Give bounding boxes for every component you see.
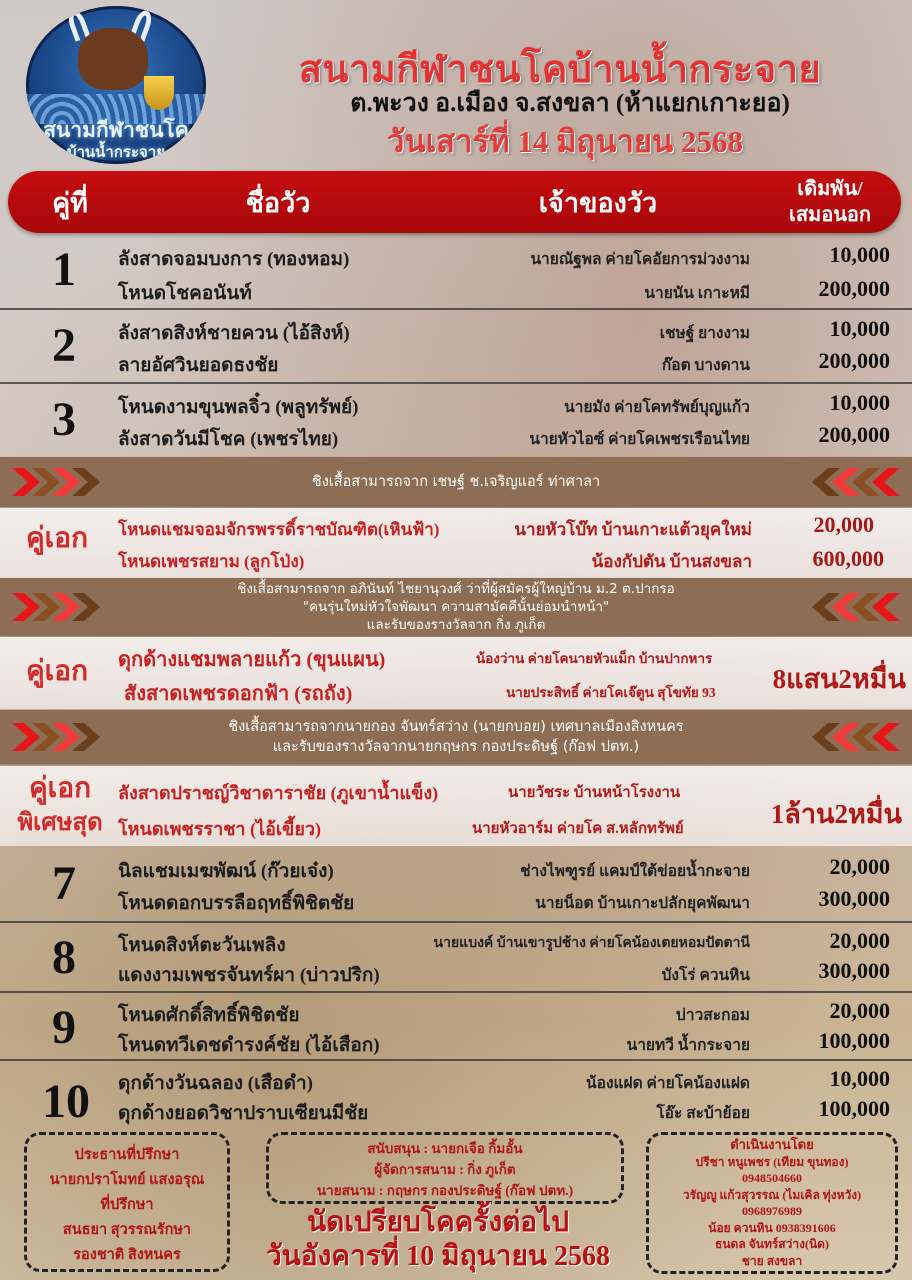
cow-entry [118,316,890,346]
advisor-name: สนธยา สุวรรณรักษา [62,1222,192,1238]
cow-entry [118,958,890,988]
match-row [0,1062,912,1126]
cow-owner: นายหัวไอซ์ ค่ายโคเพชรเรือนไทย [529,431,750,448]
cow-owner: นายหัวโบ๊ท บ้านเกาะแต้วยุคใหม่ [514,520,752,539]
chevron-right-icon [12,589,108,625]
feature-match [0,637,912,709]
row-divider [0,308,912,310]
organizers-box [646,1132,898,1274]
match-number: 10 [42,1075,90,1128]
cow-name: โหนดแชมจอมจักรพรรดิ์ราชบัณฑิต(เหินฟ้า) [118,520,440,539]
cow-owner: น้องแฝด ค่ายโคน้องแฝด [586,1075,750,1092]
organizer-name: ชาย สงขลา [741,1253,803,1268]
feature-match [0,766,912,846]
feature-match [0,508,912,578]
feature-tag-special: พิเศษสุด [17,810,103,836]
chevron-left-icon [804,589,900,625]
column-header-owner: เจ้าของวัว [538,187,658,218]
cow-name: ลังสาดปราชญ์วิชาดาราชัย (ภูเขาน้ำแข็ง) [118,783,439,803]
cow-name: ลังสาดวันมีโชค (เพชรไทย) [118,429,339,450]
match-number: 9 [52,1001,76,1054]
feature-tag: คู่เอก [28,773,92,804]
cow-name: ดุกด้างวันฉลอง (เสือดำ) [118,1073,313,1094]
cow-name: โหนดโชคอนันท์ [118,283,252,304]
feature-tag: คู่เอก [25,523,89,554]
row-divider [0,1059,912,1061]
bull-icon [78,28,148,90]
banner-text: "คนรุ่นใหม่หัวใจพัฒนา ความสามัคคีนั้นย่อมนำหน้า" [302,599,610,615]
location-text: ต.พะวง อ.เมือง จ.สงขลา (ห้าแยกเกาะยอ) [350,90,790,117]
column-header-pair: คู่ที่ [52,187,88,218]
cow-entry [118,276,890,306]
bet-amount: 200,000 [818,276,890,301]
column-header-bet [768,171,892,233]
banner-text: และรับของรางวัลจากนายกฤษกร กองประดิษฐ์ (ก๊อฟ ปตท.) [272,739,640,755]
chevron-right-icon [12,719,108,755]
trophy-icon [144,76,174,110]
cow-owner: บ่าวสะกอม [676,1007,750,1024]
organizer-phone: 0968976989 [742,1204,802,1218]
match-row [0,994,912,1058]
cow-owner: นายน็อต บ้านเกาะปลักยุคพัฒนา [535,895,750,912]
bet-amount: 20,000 [829,998,890,1023]
cow-owner: น้องว่าน ค่ายโคนายหัวแม็ก บ้านปากหาร [476,651,713,666]
organizer-title: ดำเนินงานโดย [730,1137,814,1152]
cow-name: โหนดเพชรสยาม (ลูกโป่ง) [118,552,305,571]
cow-name: โหนดเพชรราชา (ไอ้เขี้ยว) [118,819,321,839]
match-row [0,238,912,308]
cow-name: โหนดสิงห์ตะวันเพลิง [118,935,286,956]
match-row [0,386,912,456]
cow-owner: น้องกัปตัน บ้านสงขลา [591,552,752,571]
stadium-logo [26,6,206,164]
cow-entry [118,1028,890,1058]
bet-amount: 100,000 [818,1096,890,1121]
cow-entry [118,422,890,452]
next-event-title: นัดเปรียบโคครั้งต่อไป [307,1207,569,1238]
next-event [236,1206,640,1274]
cow-owner: นายนัน เกาะหมี [644,285,750,302]
cow-entry [118,1066,890,1096]
column-header-bet-line1: เดิมพัน/ [797,178,863,200]
advisor-name: รองชาติ สิงหนคร [73,1247,181,1263]
organizer-name-phone: น้อย ควนหิน 0938391606 [708,1220,836,1235]
table-header [8,171,901,233]
bet-amount: 200,000 [818,422,890,447]
cow-name: ดุกด้างแชมพลายแก้ว (ขุนแผน) [118,649,386,671]
organizer-phone: 0948504660 [742,1171,802,1185]
cow-entry [118,998,890,1028]
cow-owner: ช่างไพฑูรย์ แคมป์ใต้ข่อยน้ำกะจาย [520,863,750,880]
advisor-name: นายกปราโมทย์ แสงอรุณ [49,1172,205,1188]
logo-text-line1: สนามกีฬาชนโค [43,118,189,142]
supporter-line: สนับสนุน : นายกเจือ กิ้มอั้น [367,1141,523,1156]
match-row [0,850,912,920]
owner-line: นายสนาม : กฤษกร กองประดิษฐ์ (ก๊อฟ ปตท.) [316,1183,574,1198]
column-header-bet-line2: เสมอนอก [788,204,872,226]
cow-entry [118,348,890,378]
cow-owner: เชษฐ์ ยางงาม [659,325,750,342]
bet-amount: 20,000 [829,928,890,953]
cow-owner: นายมัง ค่ายโคทรัพย์บุญแก้ว [564,399,750,416]
organizer-name: ปรีชา หนูเพชร (เทียม ขุนทอง) [695,1154,849,1169]
match-number: 7 [52,857,76,910]
bet-amount: 600,000 [812,546,884,571]
banner-text: ชิงเสื้อสามารถจาก อภินันท์ ไชยานุวงศ์ ว่าที่ผู้สมัครผู้ใหญ่บ้าน ม.2 ต.ปากรอ [237,581,675,597]
chevron-left-icon [804,464,900,500]
next-event-date: วันอังคารที่ 10 มิถุนายน 2568 [265,1241,611,1272]
prize-banner [0,710,912,764]
match-row [0,924,912,990]
prize-banner [0,457,912,507]
row-divider [0,921,912,923]
chevron-left-icon [804,719,900,755]
bet-amount: 10,000 [829,242,890,267]
cow-name: ลังสาดสิงห์ชายควน (ไอ้สิงห์) [118,323,350,344]
page-title: สนามกีฬาชนโคบ้านน้ำกระจาย [298,49,822,91]
match-number: 3 [52,393,76,446]
bet-amount: 100,000 [818,1028,890,1053]
bet-amount: 10,000 [829,1066,890,1091]
column-header-cow-name: ชื่อวัว [245,187,311,218]
cow-name: ลังสาดจอมบงการ (ทองหอม) [118,249,350,270]
cow-owner: นายณัฐพล ค่ายโคอัยการม่วงงาม [530,251,750,268]
cow-owner: ก๊อต บางดาน [661,357,750,374]
advisors-box [24,1132,230,1272]
bet-amount: 300,000 [818,886,890,911]
bet-amount: 10,000 [829,316,890,341]
cow-owner: บังโร่ ควนหิน [661,967,750,984]
prize-banner [0,578,912,636]
bet-amount: 8แสน2หมื่น [772,664,906,694]
advisor-title: ประธานที่ปรึกษา [74,1147,180,1163]
bet-amount: 300,000 [818,958,890,983]
cow-entry [118,242,890,272]
feature-tag: คู่เอก [25,656,89,687]
organizer-name: วรัญญู แก้วสุวรรณ (ไมเคิล ทุ่งหวัง) [682,1187,862,1202]
match-number: 1 [52,243,76,296]
cow-name: โหนดศักดิ์สิทธิ์พิชิตชัย [118,1005,300,1026]
cow-owner: นายประสิทธิ์ ค่ายโคเจ๊ตูน สุโขทัย 93 [506,685,716,700]
cow-name: นิลแชมเมฆพัฒน์ (ก๊วยเจ๋ง) [118,861,334,882]
row-divider [0,991,912,993]
cow-entry [118,886,890,916]
chevron-right-icon [12,464,108,500]
cow-owner: นายแบงค์ บ้านเขารูปช้าง ค่ายโคน้องเตยหอมปัตตานี [433,936,750,951]
event-date: วันเสาร์ที่ 14 มิถุนายน 2568 [386,124,743,159]
bet-amount: 20,000 [829,854,890,879]
cow-entry [118,928,890,958]
cow-name: ลายอัศวินยอดธงชัย [118,355,279,376]
bet-amount: 10,000 [829,390,890,415]
match-number: 8 [52,931,76,984]
cow-name: โหนดงามขุนพลจิ๋ว (พลูทรัพย์) [118,397,359,418]
cow-owner: นายหัวอาร์ม ค่ายโค ส.หลักทรัพย์ [472,821,684,837]
bet-amount: 1ล้าน2หมื่น [770,799,902,829]
cow-name: สังสาดเพชรดอกฟ้า (รถถัง) [124,683,353,705]
cow-entry [118,854,890,884]
cow-owner: โอ๊ะ สะบ้าย้อย [656,1105,750,1122]
support-box [266,1132,624,1204]
cow-name: โหนดทวีเดชดำรงค์ชัย (ไอ้เสือก) [118,1035,380,1056]
advisor-title: ที่ปรึกษา [100,1197,154,1213]
cow-owner: นายทวี น้ำกระจาย [626,1037,750,1054]
banner-text: ชิงเสื้อสามารถจาก เชษฐ์ ช.เจริญแอร์ ท่าศาลา [311,474,601,490]
cow-owner: นายวัชระ บ้านหน้าโรงงาน [508,785,681,801]
match-row [0,312,912,382]
organizer-name: ธนดล จันทร์สว่าง(นิด) [715,1237,829,1251]
match-number: 2 [52,319,76,372]
manager-line: ผู้จัดการสนาม : กิ่ง ภูเก็ต [374,1162,516,1177]
bet-amount: 20,000 [813,512,874,537]
cow-name: ดุกด้างยอดวิชาปราบเซียนมีชัย [118,1103,369,1124]
row-divider [0,382,912,384]
logo-text-line2: บ้านน้ำกระจาย [66,143,166,161]
cow-name: โหนดดอกบรรลือฤทธิ์พิชิตชัย [118,893,355,914]
bet-amount: 200,000 [818,348,890,373]
cow-entry [118,390,890,420]
banner-text: และรับของรางวัลจาก กิ่ง ภูเก็ต [366,617,546,633]
banner-text: ชิงเสื้อสามารถจากนายกอง จันทร์สว่าง (นายกบอย) เทศบาลเมืองสิงหนคร [228,719,684,735]
cow-entry [118,1096,890,1126]
cow-name: แดงงามเพชรจันทร์ผา (บ่าวปริก) [118,965,380,986]
